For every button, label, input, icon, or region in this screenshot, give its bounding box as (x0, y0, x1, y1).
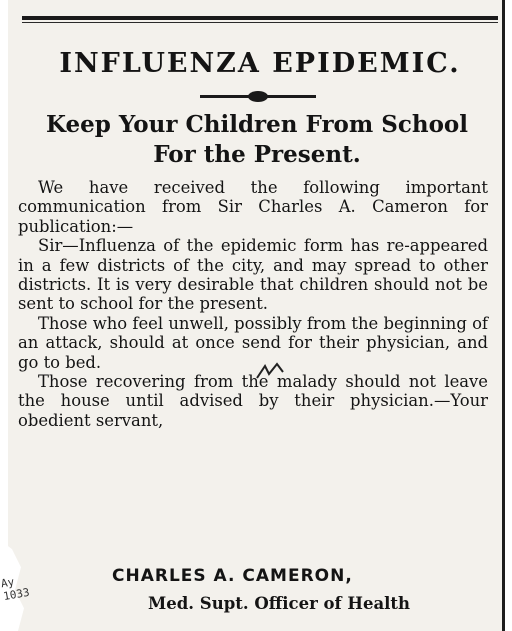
top-rule-thin (22, 22, 498, 23)
margin-note-line-2: 1033 (2, 585, 31, 604)
margin-note-line-1: Ay (0, 575, 16, 591)
column-rule (502, 0, 505, 631)
paragraph-letter: Sir—Influenza of the epidemic form has re-appeared in a few districts of the city, and may spread to other districts. It is very desirable that children should not be sent to school for the present. (18, 236, 488, 314)
headline: INFLUENZA EPIDEMIC. (59, 48, 461, 79)
ink-mark (255, 360, 285, 384)
subheadline (14, 110, 500, 170)
ornament-dot (248, 91, 268, 102)
paragraph-intro: We have received the following important communication from Sir Charles A. Cameron for publication:— (18, 178, 488, 236)
signature-name: CHARLES A. CAMERON, (112, 566, 353, 586)
margin-note (0, 573, 31, 603)
paragraph-unwell: Those who feel unwell, possibly from the beginning of an attack, should at once send for their physician, and go to bed. (18, 313, 488, 372)
signature-title: Med. Supt. Officer of Health (148, 594, 411, 613)
paragraph-recovering: Those recovering from the malady should not leave the house until advised by their physician.—Your obedient servant, (18, 372, 488, 430)
subhead-line-1: Keep Your Children From School (46, 111, 468, 138)
article-body (18, 178, 488, 430)
subhead-line-2: For the Present. (153, 141, 361, 168)
top-rule (22, 16, 498, 20)
